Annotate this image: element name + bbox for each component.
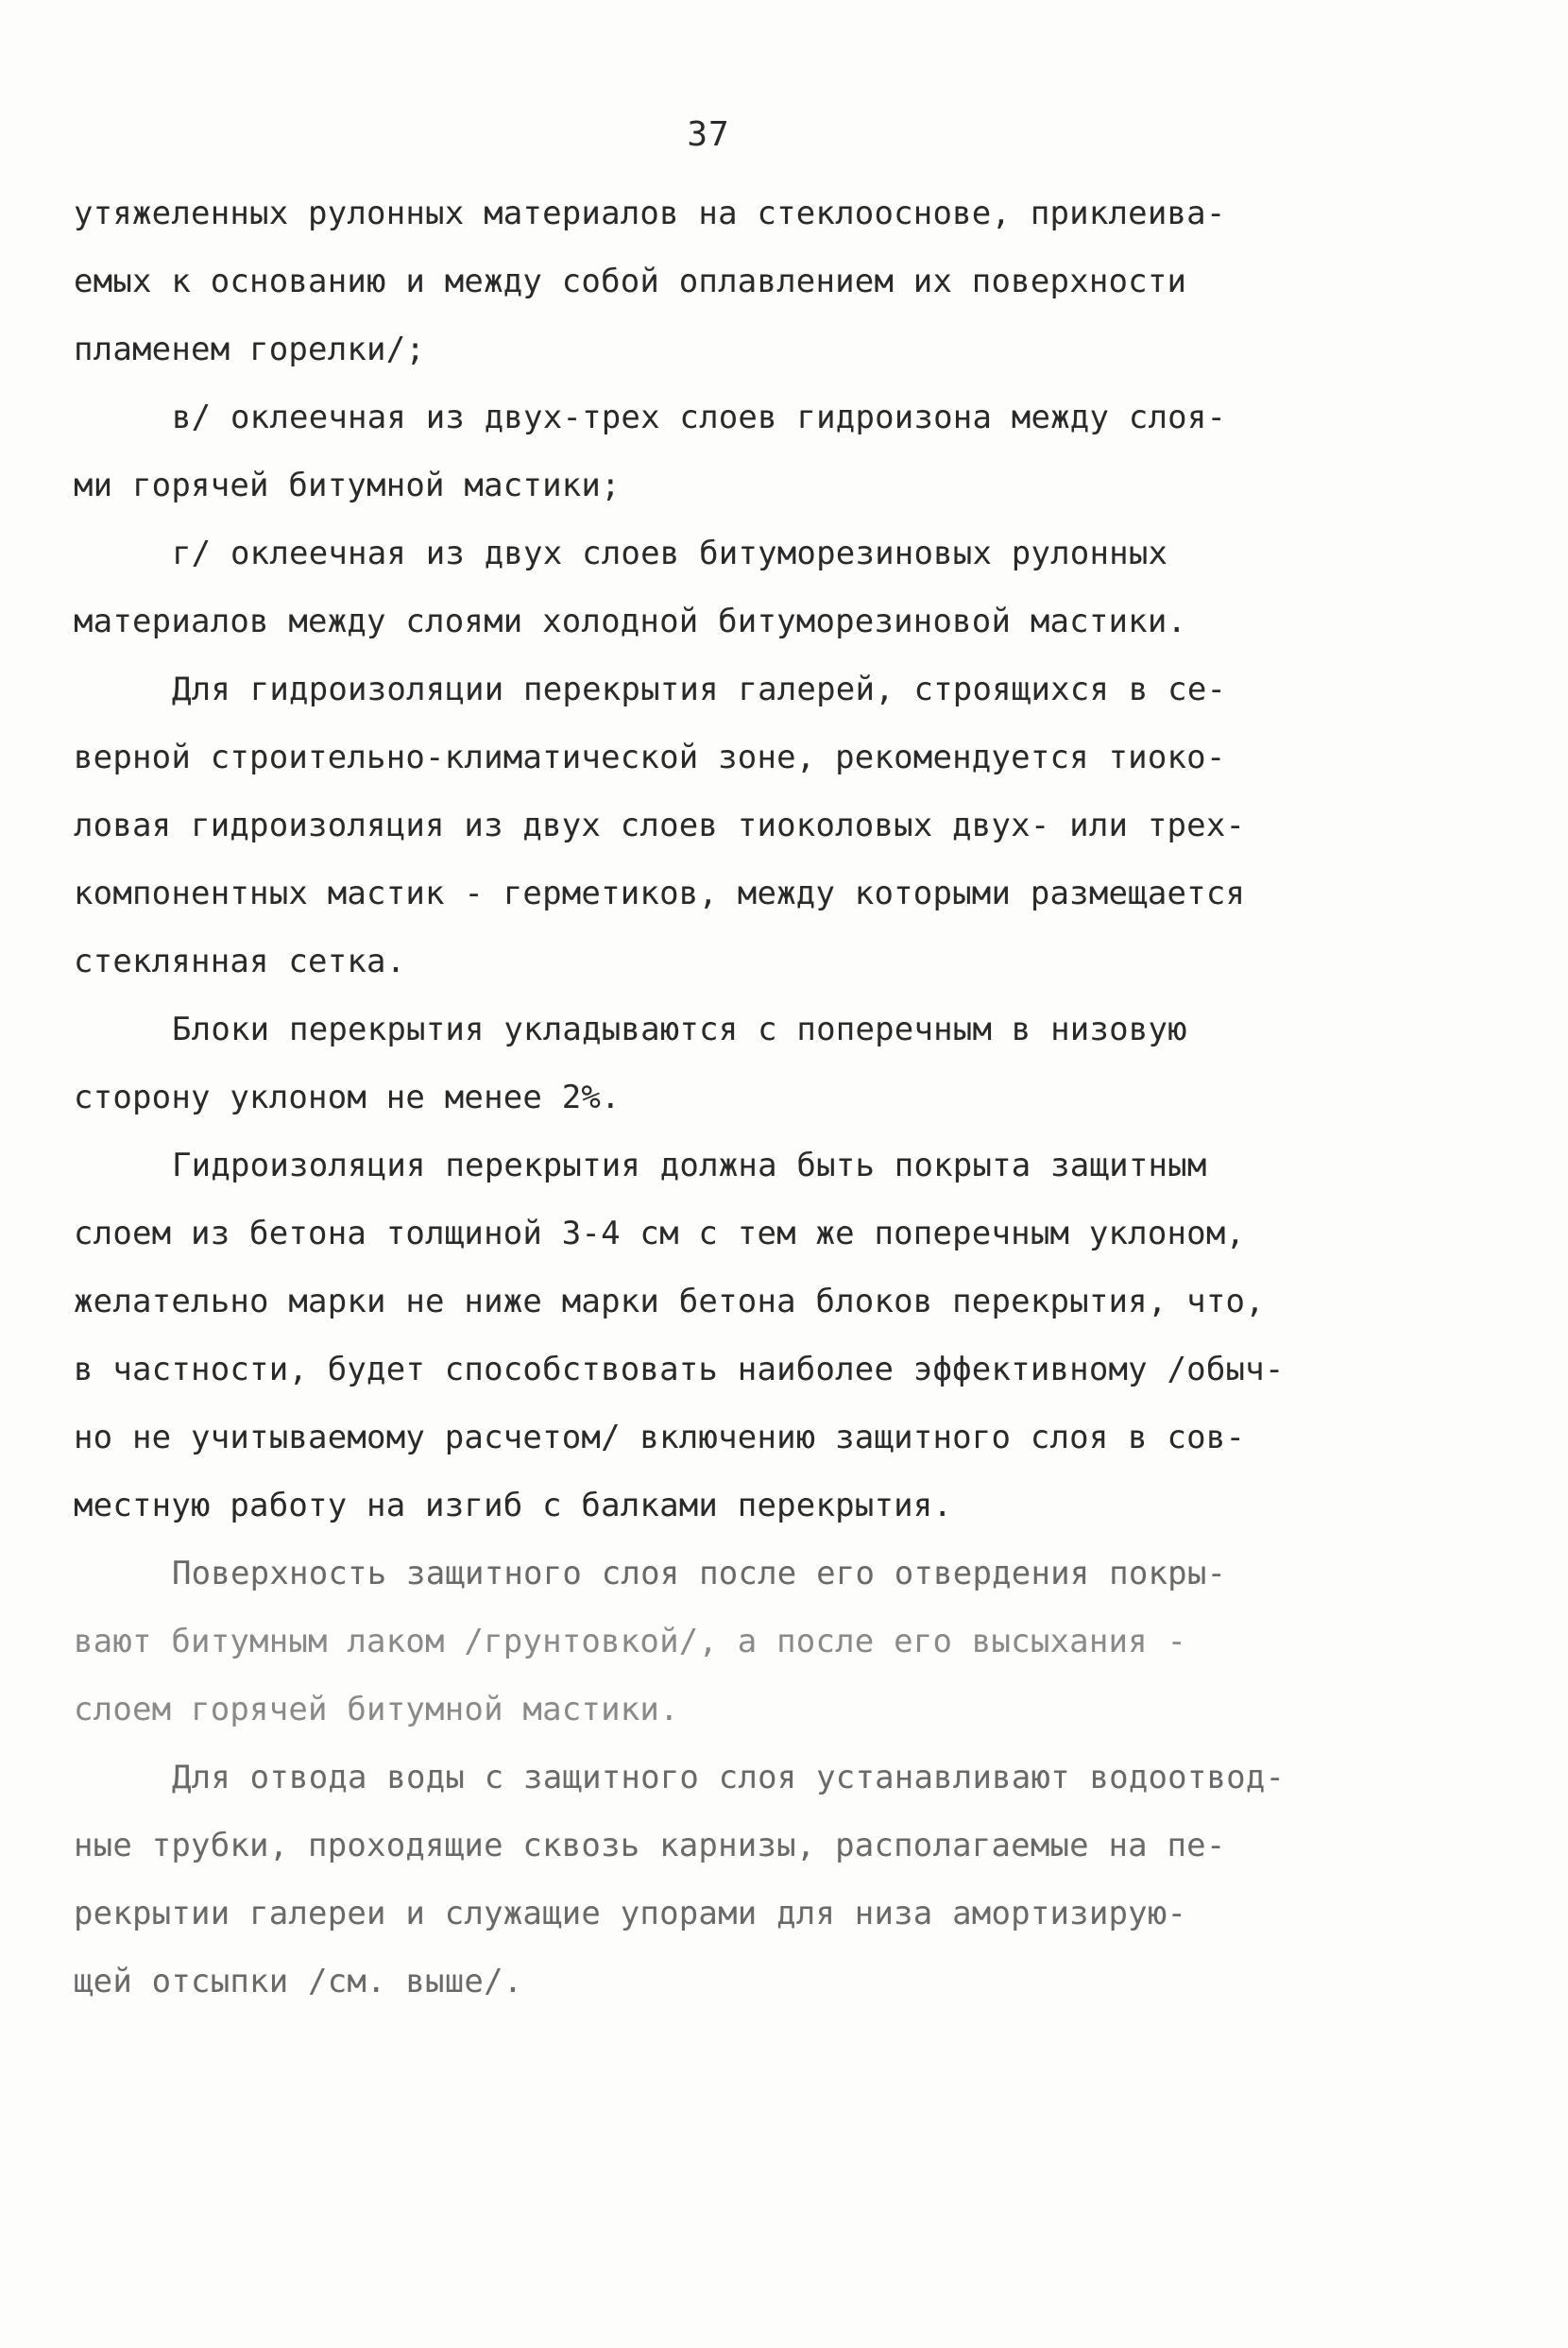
- text-line: Блоки перекрытия укладываются с поперечным в низовую: [172, 1011, 1187, 1048]
- text-line: Для отвода воды с защитного слоя устанавливают водоотвод-: [172, 1759, 1286, 1796]
- text-line: щей отсыпки /см. выше/.: [74, 1963, 523, 2000]
- text-line: слоем из бетона толщиной 3-4 см с тем же поперечным уклоном,: [74, 1215, 1246, 1252]
- text-line: емых к основанию и между собой оплавлением их поверхности: [74, 263, 1187, 300]
- paragraph: [74, 1540, 1339, 1744]
- text-line: г/ оклеечная из двух слоев битуморезиновых рулонных: [172, 535, 1168, 572]
- body-text: [74, 179, 1339, 2016]
- text-line: материалов между слоями холодной битуморезиновой мастики.: [74, 603, 1187, 640]
- text-line: желательно марки не ниже марки бетона блоков перекрытия, что,: [74, 1283, 1265, 1320]
- text-line: сторону уклоном не менее 2%.: [74, 1079, 621, 1116]
- paragraph: [74, 1744, 1339, 2016]
- text-line: слоем горячей битумной мастики.: [74, 1691, 679, 1728]
- text-line: местную работу на изгиб с балками перекрытия.: [74, 1487, 953, 1524]
- text-line: ные трубки, проходящие сквозь карнизы, располагаемые на пе-: [74, 1827, 1226, 1864]
- page-number: 37: [687, 115, 730, 154]
- text-line: пламенем горелки/;: [74, 331, 426, 368]
- text-line: в/ оклеечная из двух-трех слоев гидроизона между слоя-: [172, 399, 1227, 436]
- text-line: Гидроизоляция перекрытия должна быть покрыта защитным: [172, 1147, 1207, 1184]
- paragraph: [74, 383, 1339, 519]
- paragraph: [74, 655, 1339, 995]
- text-line: стеклянная сетка.: [74, 943, 406, 980]
- text-line: верной строительно-климатической зоне, рекомендуется тиоко-: [74, 739, 1226, 776]
- text-line: Для гидроизоляции перекрытия галерей, строящихся в се-: [172, 671, 1227, 708]
- text-line: Поверхность защитного слоя после его отвердения покры-: [172, 1555, 1227, 1592]
- text-line: компонентных мастик - герметиков, между которыми размещается: [74, 875, 1246, 912]
- paragraph: [74, 1131, 1339, 1540]
- paragraph: [74, 995, 1339, 1131]
- text-line: вают битумным лаком /грунтовкой/, а после его высыхания -: [74, 1623, 1187, 1660]
- text-line: утяжеленных рулонных материалов на стеклооснове, приклеива-: [74, 195, 1226, 232]
- text-line: ми горячей битумной мастики;: [74, 467, 621, 504]
- text-line: рекрытии галереи и служащие упорами для низа амортизирую-: [74, 1895, 1187, 1932]
- paragraph: [74, 179, 1339, 383]
- text-line: но не учитываемому расчетом/ включению защитного слоя в сов-: [74, 1419, 1246, 1456]
- paragraph: [74, 519, 1339, 655]
- text-line: ловая гидроизоляция из двух слоев тиоколовых двух- или трех-: [74, 807, 1246, 844]
- text-line: в частности, будет способствовать наиболее эффективному /обыч-: [74, 1351, 1285, 1388]
